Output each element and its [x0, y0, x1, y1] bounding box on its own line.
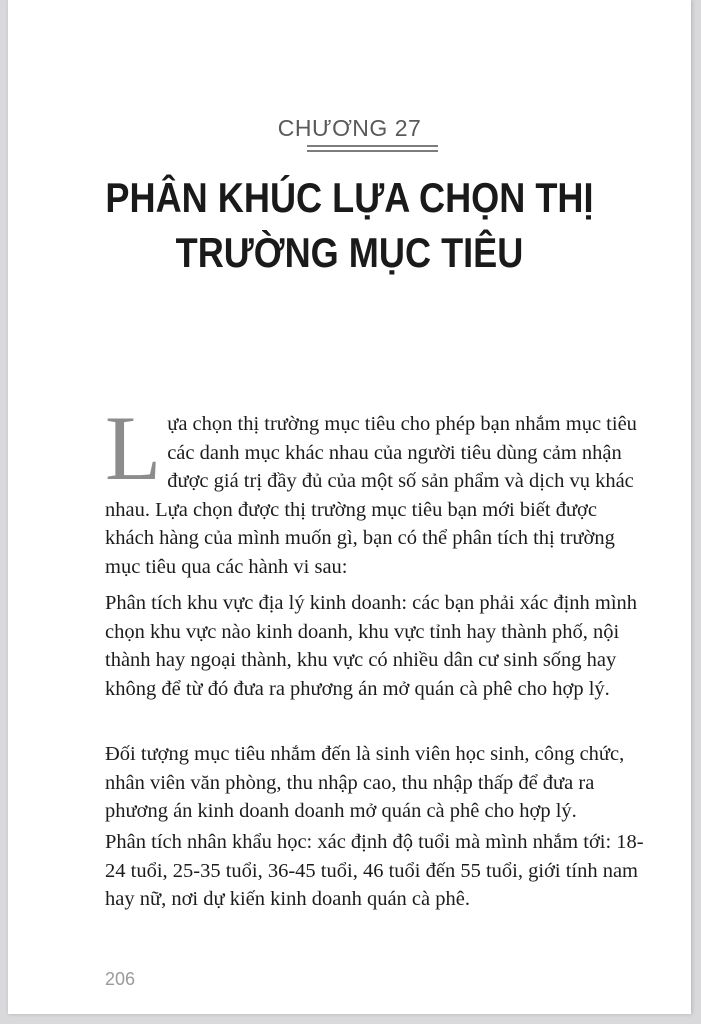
chapter-rule-bottom	[307, 150, 438, 152]
paragraph-geography: Phân tích khu vực địa lý kinh doanh: các bạn phải xác định mình chọn khu vực nào kinh doanh, khu vực tỉnh hay thành phố, nội thành hay ngoại thành, khu vực có nhiều dân cư sinh sống hay không để từ đó đưa ra phương án mở quán cà phê cho hợp lý.	[105, 592, 638, 700]
paragraph-intro	[105, 397, 648, 581]
page-number: 206	[105, 969, 136, 989]
chapter-title	[56, 170, 643, 280]
book-page	[8, 0, 691, 1014]
drop-cap: L	[105, 397, 162, 499]
paragraph-target-audience: Đối tượng mục tiêu nhắm đến là sinh viên học sinh, công chức, nhân viên văn phòng, thu nhập cao, thu nhập thấp để đưa ra phương án kinh doanh doanh mở quán cà phê cho hợp lý.	[105, 743, 625, 822]
chapter-title-line-1: PHÂN KHÚC LỰA CHỌN THỊ	[105, 174, 594, 221]
chapter-rule-top	[307, 145, 438, 147]
chapter-label: CHƯƠNG 27	[277, 115, 422, 141]
paragraph-demographics: Phân tích nhân khẩu học: xác định độ tuổi mà mình nhắm tới: 18-24 tuổi, 25-35 tuổi, 36-45 tuổi, 46 tuổi đến 55 tuổi, giới tính nam hay nữ, nơi dự kiến kinh doanh quán cà phê.	[105, 831, 644, 910]
chapter-title-line-2: TRƯỜNG MỤC TIÊU	[175, 229, 524, 276]
paragraph-intro-text: ựa chọn thị trường mục tiêu cho phép bạn nhắm mục tiêu các danh mục khác nhau của người tiêu dùng cảm nhận được giá trị đầy đủ của một số sản phẩm và dịch vụ khác nhau. Lựa chọn được thị trường mục tiêu bạn mới biết được khách hàng của mình muốn gì, bạn có thể phân tích thị trường mục tiêu qua các hành vi sau:	[105, 413, 637, 578]
